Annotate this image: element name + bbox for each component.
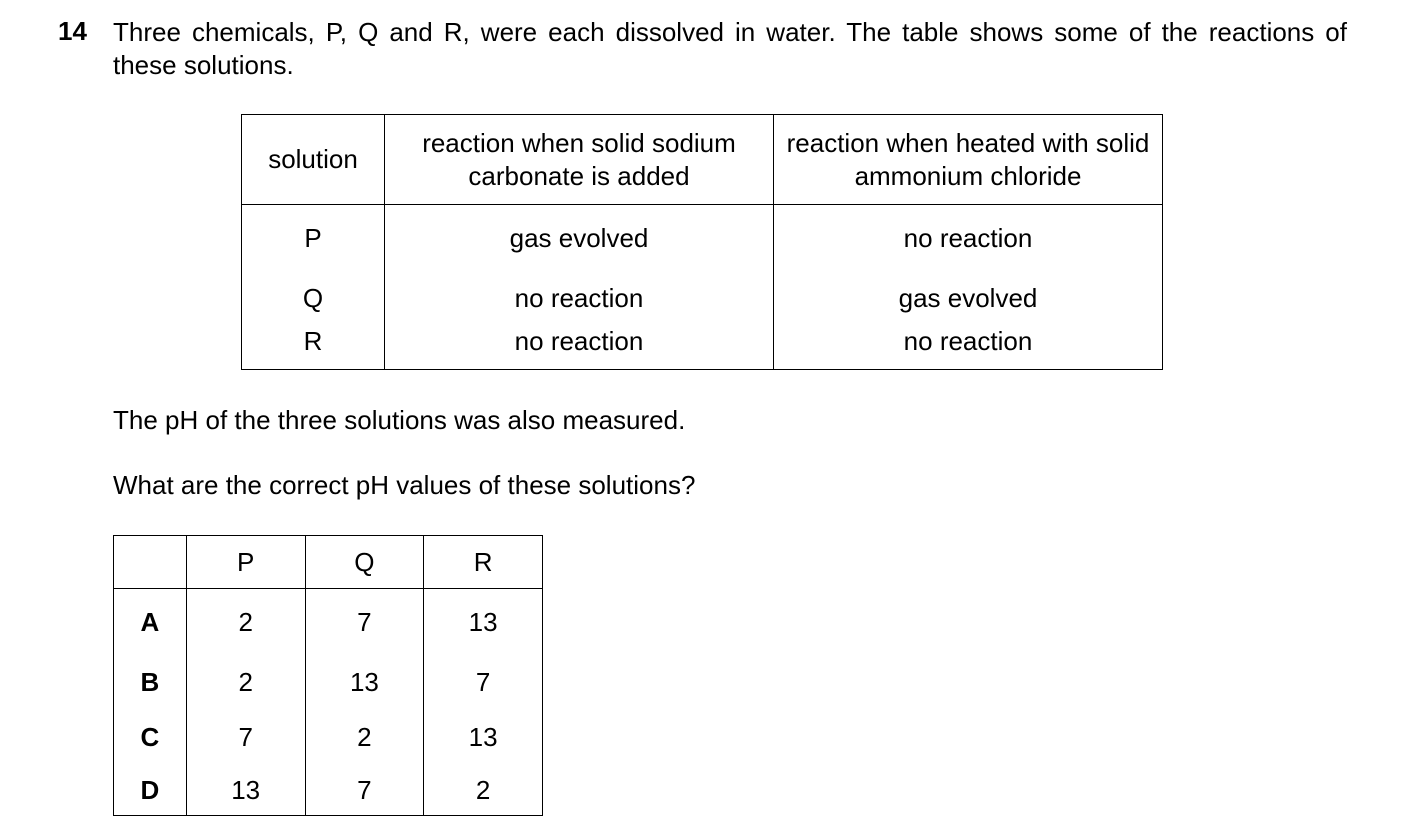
ph-q-cell: 7 xyxy=(305,589,424,656)
header-r: R xyxy=(424,536,543,589)
header-ammonium-chloride: reaction when heated with solid ammonium chloride xyxy=(774,115,1163,205)
option-letter: A xyxy=(114,589,187,656)
option-letter: C xyxy=(114,710,187,765)
carbonate-reaction-cell: no reaction xyxy=(385,271,774,326)
ammonium-reaction-cell: no reaction xyxy=(774,205,1163,272)
answer-option-row xyxy=(114,589,543,656)
question-stem: Three chemicals, P, Q and R, were each dissolved in water. The table shows some of the reactions of these solutions. xyxy=(113,17,1347,80)
ph-r-cell: 7 xyxy=(424,655,543,710)
solution-cell: Q xyxy=(242,271,385,326)
carbonate-reaction-cell: no reaction xyxy=(385,326,774,370)
ph-r-cell: 13 xyxy=(424,710,543,765)
ph-q-cell: 13 xyxy=(305,655,424,710)
ph-r-cell: 2 xyxy=(424,765,543,816)
header-solution: solution xyxy=(242,115,385,205)
ammonium-reaction-cell: gas evolved xyxy=(774,271,1163,326)
table-row xyxy=(242,326,1163,370)
ph-p-cell: 2 xyxy=(186,655,305,710)
question-number: 14 xyxy=(58,16,87,46)
header-q: Q xyxy=(305,536,424,589)
answer-table-header-row xyxy=(114,536,543,589)
reaction-table-header-row xyxy=(242,115,1163,205)
option-letter: B xyxy=(114,655,187,710)
solution-cell: R xyxy=(242,326,385,370)
answer-option-row xyxy=(114,765,543,816)
header-sodium-carbonate: reaction when solid sodium carbonate is added xyxy=(385,115,774,205)
table-row xyxy=(242,271,1163,326)
ph-p-cell: 7 xyxy=(186,710,305,765)
ph-r-cell: 13 xyxy=(424,589,543,656)
answer-option-row xyxy=(114,710,543,765)
question-prompt: What are the correct pH values of these solutions? xyxy=(113,470,696,500)
header-option-blank xyxy=(114,536,187,589)
table-row xyxy=(242,205,1163,272)
solution-cell: P xyxy=(242,205,385,272)
reaction-table xyxy=(241,114,1163,370)
ph-q-cell: 7 xyxy=(305,765,424,816)
header-p: P xyxy=(186,536,305,589)
carbonate-reaction-cell: gas evolved xyxy=(385,205,774,272)
ph-statement: The pH of the three solutions was also measured. xyxy=(113,405,686,435)
answer-options-table xyxy=(113,535,543,816)
answer-option-row xyxy=(114,655,543,710)
option-letter: D xyxy=(114,765,187,816)
ammonium-reaction-cell: no reaction xyxy=(774,326,1163,370)
ph-p-cell: 2 xyxy=(186,589,305,656)
ph-q-cell: 2 xyxy=(305,710,424,765)
ph-p-cell: 13 xyxy=(186,765,305,816)
